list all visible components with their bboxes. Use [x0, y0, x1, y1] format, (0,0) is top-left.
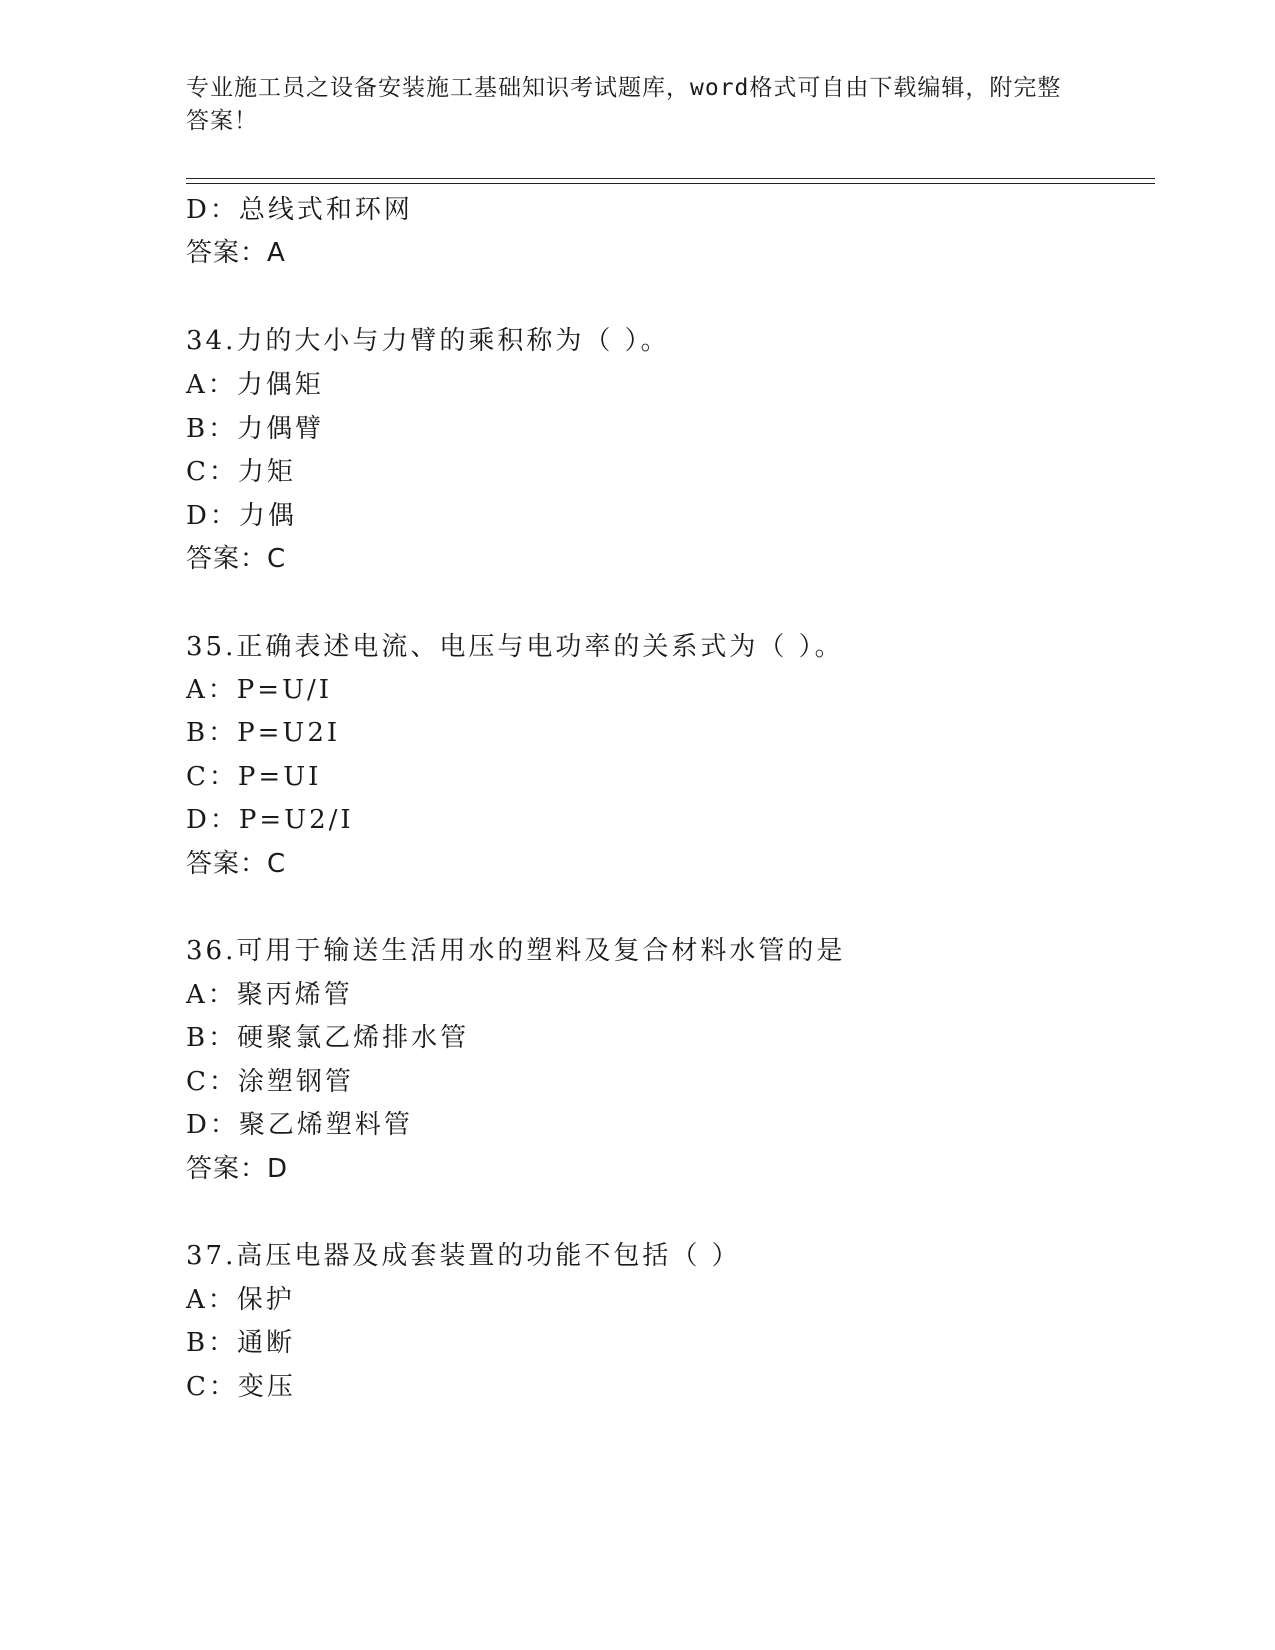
option-separator: ： — [207, 1285, 237, 1315]
option-text: 总线式和环网 — [238, 195, 413, 225]
option-label: A — [186, 980, 208, 1010]
option-label: D — [186, 195, 210, 225]
option-text: P=UI — [237, 762, 322, 792]
option-text: P=U/I — [236, 675, 333, 705]
option-text: P=U2/I — [238, 805, 354, 835]
option-text: 力偶臂 — [237, 414, 325, 444]
option-label: C — [186, 1372, 209, 1402]
option-separator: ： — [207, 675, 237, 705]
option-separator: ： — [208, 762, 238, 792]
option-label: D — [186, 805, 210, 835]
option-label: A — [186, 370, 208, 400]
option-separator: ： — [207, 370, 237, 400]
option-d-36 — [186, 1108, 413, 1142]
option-d-35 — [186, 803, 354, 837]
question-stem-37: 37.高压电器及成套装置的功能不包括（ ） — [186, 1241, 741, 1271]
option-separator: ： — [208, 1067, 238, 1097]
option-b-34 — [186, 412, 324, 446]
option-text: 力矩 — [237, 457, 296, 487]
option-d-34 — [186, 499, 297, 533]
header-divider-top — [186, 178, 1155, 179]
option-text: 变压 — [237, 1372, 296, 1402]
header-divider-bottom — [186, 183, 1155, 184]
option-label: C — [186, 457, 209, 487]
option-text: 聚丙烯管 — [236, 980, 353, 1010]
option-a-34 — [186, 368, 324, 402]
answer-35: 答案：C — [186, 849, 287, 879]
document-header: 专业施工员之设备安装施工基础知识考试题库，word格式可自由下载编辑，附完整答案！ — [186, 75, 1062, 134]
option-b-37 — [186, 1326, 295, 1360]
option-label: A — [186, 1285, 208, 1315]
question-stem-34: 34.力的大小与力臂的乘积称为（ ）。 — [186, 326, 670, 356]
option-label: B — [186, 414, 209, 444]
option-b-36 — [186, 1021, 469, 1055]
option-separator: ： — [209, 805, 239, 835]
option-label: C — [186, 762, 209, 792]
question-stem-36: 36.可用于输送生活用水的塑料及复合材料水管的是 — [186, 936, 846, 966]
option-separator: ： — [208, 1328, 238, 1358]
option-text: 通断 — [237, 1328, 296, 1358]
option-a-36 — [186, 978, 353, 1012]
option-separator: ： — [208, 1372, 238, 1402]
option-b-35 — [186, 716, 340, 750]
option-separator: ： — [208, 1023, 238, 1053]
option-label: B — [186, 1023, 209, 1053]
option-separator: ： — [209, 1110, 239, 1140]
option-separator: ： — [208, 718, 238, 748]
option-a-35 — [186, 673, 332, 707]
option-text: 涂塑钢管 — [237, 1067, 354, 1097]
option-separator: ： — [209, 195, 239, 225]
option-separator: ： — [209, 501, 239, 531]
option-separator: ： — [208, 414, 238, 444]
option-label: D — [186, 501, 210, 531]
option-separator: ： — [208, 457, 238, 487]
option-text: 硬聚氯乙烯排水管 — [237, 1023, 470, 1053]
option-c-36 — [186, 1065, 354, 1099]
answer-34: 答案：C — [186, 544, 287, 574]
option-label: C — [186, 1067, 209, 1097]
answer-36: 答案：D — [186, 1154, 289, 1184]
option-a-37 — [186, 1283, 295, 1317]
question-stem-35: 35.正确表述电流、电压与电功率的关系式为（ ）。 — [186, 632, 844, 662]
answer-prev: 答案：A — [186, 238, 286, 268]
option-c-35 — [186, 760, 321, 794]
option-c-37 — [186, 1370, 296, 1404]
option-text: 保护 — [236, 1285, 295, 1315]
option-label: D — [186, 1110, 210, 1140]
option-label: B — [186, 1328, 209, 1358]
option-text: P=U2I — [237, 718, 341, 748]
option-label: A — [186, 675, 208, 705]
option-d-prev — [186, 193, 413, 227]
option-text: 力偶矩 — [236, 370, 324, 400]
option-text: 力偶 — [238, 501, 297, 531]
option-label: B — [186, 718, 209, 748]
option-text: 聚乙烯塑料管 — [238, 1110, 413, 1140]
option-separator: ： — [207, 980, 237, 1010]
option-c-34 — [186, 455, 296, 489]
